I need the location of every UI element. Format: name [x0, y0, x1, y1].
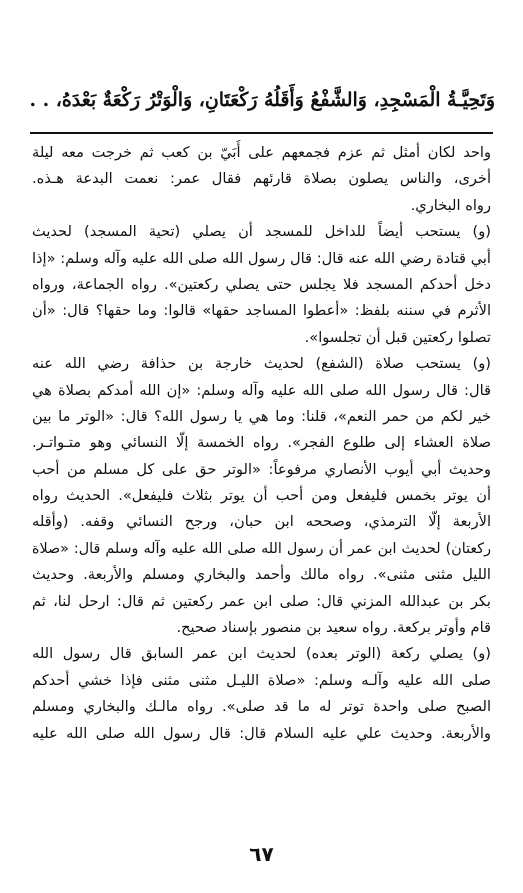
text-line: والأربعة. وحديث علي عليه السلام قال: قال رسول الله صلى الله عليه [32, 724, 491, 742]
text-line: الأربعة إلّا الترمذي، وصححه ابن حبان، ورجح النسائي وقفه. (وأقله [32, 513, 491, 531]
text-line: خير لكم من حمر النعم»، قلنا: وما هي يا رسول الله؟ قال: «الوتر ما بين [32, 407, 491, 425]
text-line: الليل مثنى مثنى». رواه مالك وأحمد والبخاري ومسلم والأربعة. وحديث [32, 566, 491, 584]
text-line: صلى الله عليه وآلـه وسلم: «صلاة الليـل مثنى مثنى فإذا خشي أحدكم [32, 671, 491, 689]
text-line: (و) يصلي ركعة (الوتر بعده) لحديث ابن عمر السابق قال رسول الله [32, 645, 491, 663]
text-line: ركعتان) لحديث ابن عمر أن رسول الله صلى الله عليه وآله وسلم قال: «صلاة [32, 540, 491, 557]
text-line: تصلوا ركعتين قبل أن تجلسوا». [304, 328, 491, 346]
header-verse: وَتَحِيَّـةُ الْمَسْجِدِ، وَالشَّفْعُ وَأَقَلُهُ رَكْعَتَانِ، وَالْوَتْرُ رَكْعَةٌ بَعْدَهُ، . . [30, 89, 495, 111]
text-line: أخرى، والناس يصلون بصلاة قارئهم فقال عمر: نعمت البدعة هـذه. [32, 170, 491, 188]
text-line: دخل أحدكم المسجد فلا يجلس حتى يصلي ركعتين». رواه الجماعة، ورواه [32, 275, 491, 293]
text-line: واحد لكان أمثل ثم عزم فجمعهم على أُبَيّ بن كعب ثم خرجت معه ليلة [32, 144, 491, 161]
text-line: أبي قتادة رضي الله عنه قال: قال رسول الله صلى الله عليه وآله وسلم: «إذا [32, 249, 491, 267]
text-line: (و) يستحب أيضاً للداخل للمسجد أن يصلي (تحية المسجد) لحديث [32, 223, 491, 241]
text-line: بكر بن عبدالله المزني قال: صلى ابن عمر ركعتين ثم قال: ارحل لنا، ثم [32, 592, 491, 610]
text-line: الصبح صلى واحدة توتر له ما قد صلى». رواه مالـك والبخاري ومسلم [32, 698, 491, 716]
text-line: (و) يستحب صلاة (الشفع) لحديث خارجة بن حذافة رضي الله عنه [32, 355, 491, 373]
text-line: قال: قال رسول الله صلى الله عليه وآله وسلم: «إن الله أمدكم بصلاة هي [32, 381, 491, 399]
header-divider [30, 132, 493, 134]
text-line: رواه البخاري. [410, 196, 491, 214]
text-line: أن يوتر بخمس فليفعل ومن أحب أن يوتر بثلاث فليفعل». الحديث رواه [32, 487, 491, 505]
text-line: الأثرم في سننه بلفظ: «أعطوا المساجد حقها» قالوا: وما حقها؟ قال: «أن [32, 302, 491, 320]
text-line: صلاة العشاء إلى طلوع الفجر». رواه الخمسة إلّا النسائي وهو متـواتـر. [32, 434, 491, 452]
text-line: قام وأوتر بركعة. رواه سعيد بن منصور بإسناد صحيح. [176, 619, 491, 637]
page-number: ٦٧ [249, 842, 274, 866]
text-line: وحديث أبي أيوب الأنصاري مرفوعاً: «الوتر حق على كل مسلم من أحب [32, 460, 491, 478]
commentary-text [32, 140, 491, 747]
